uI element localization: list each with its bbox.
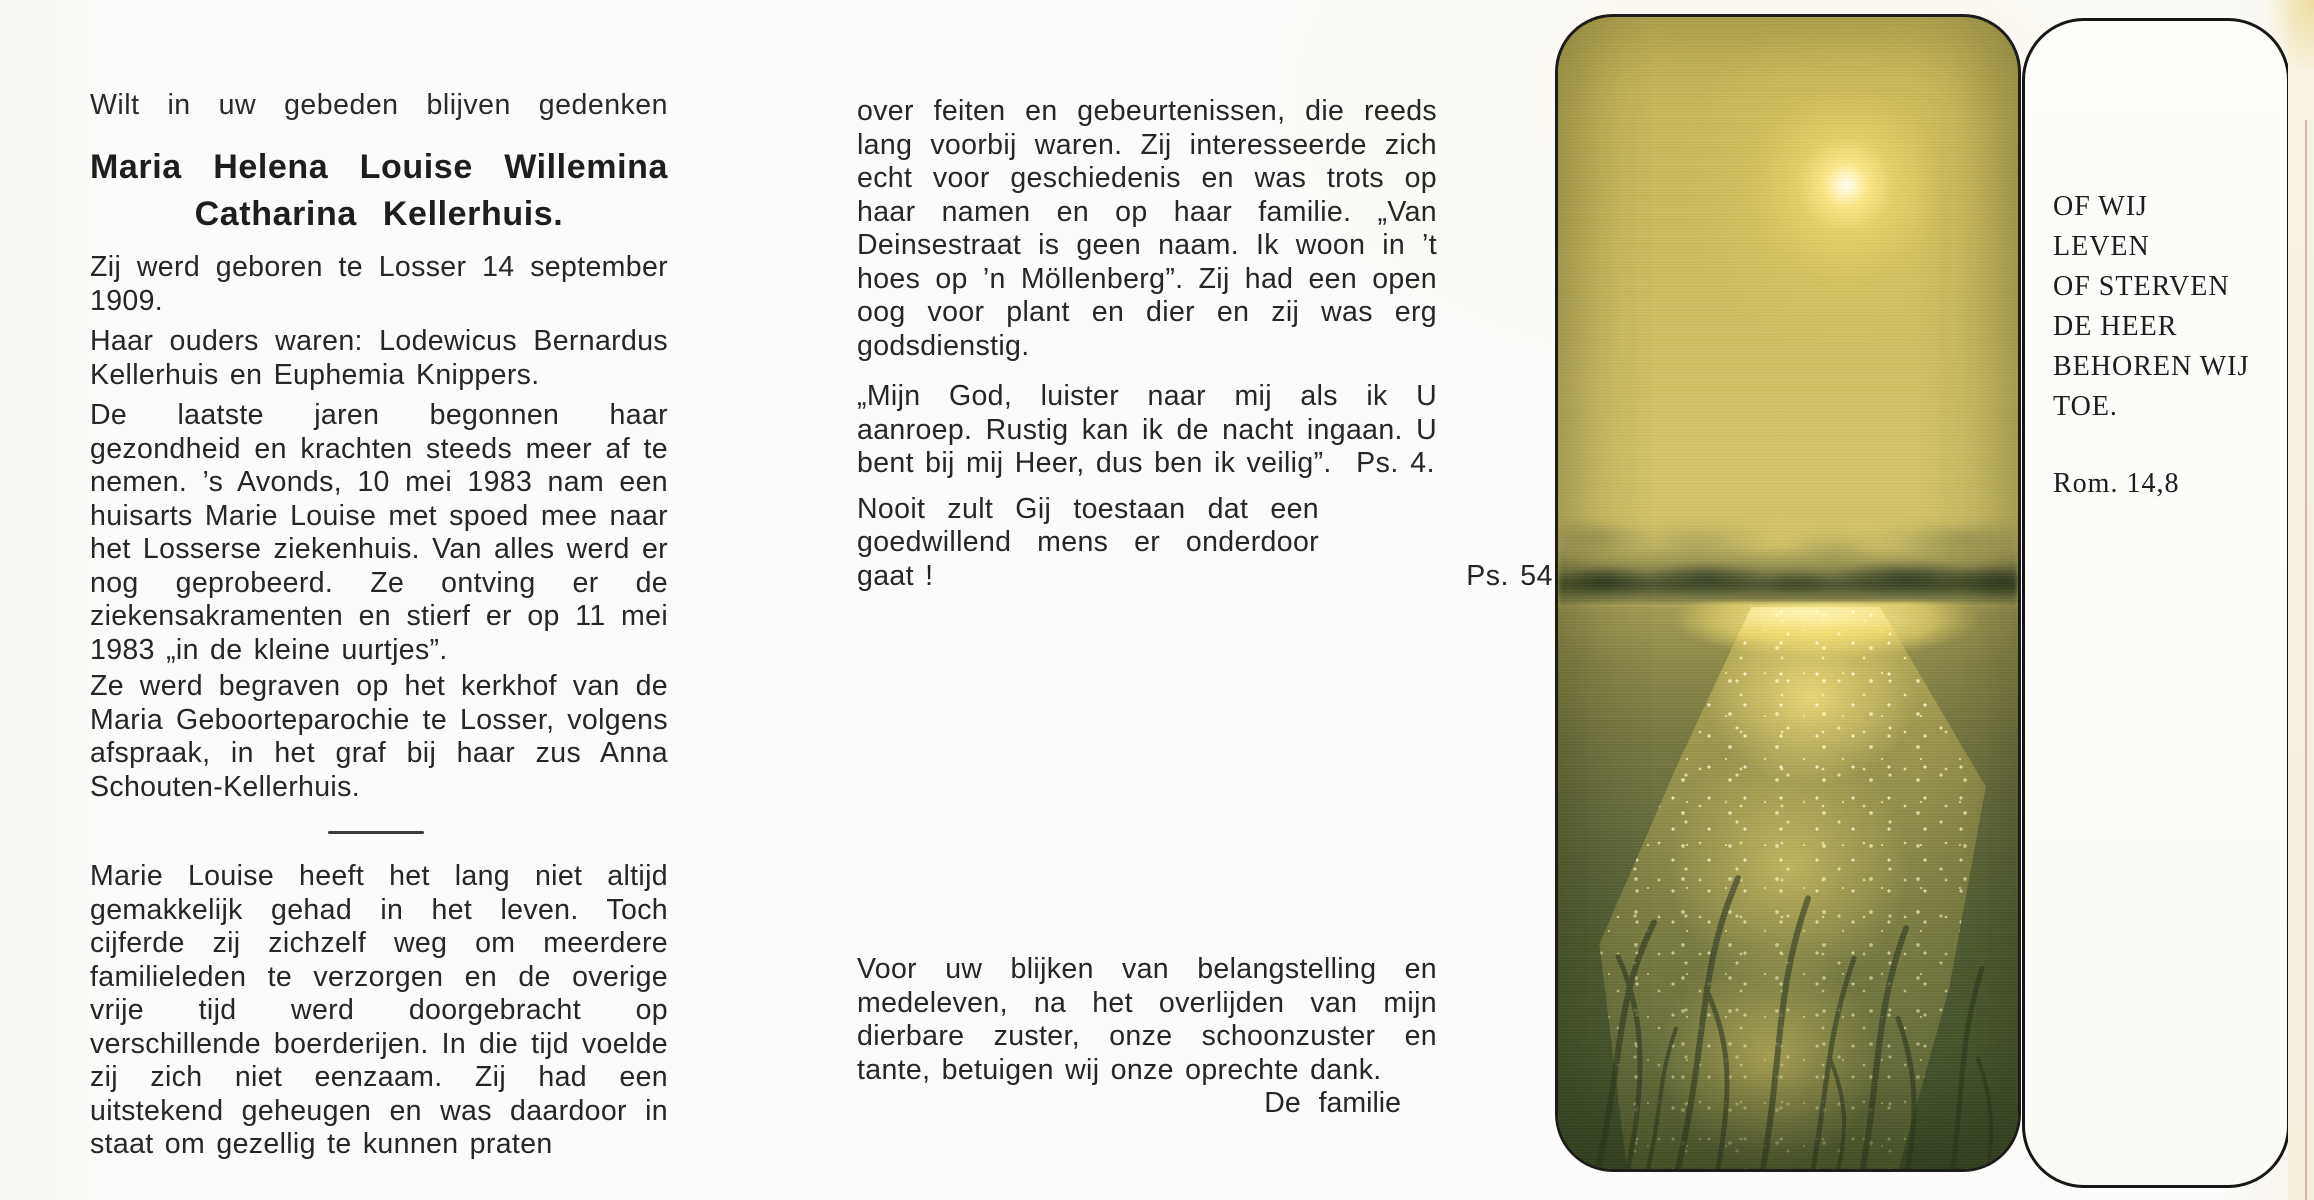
memories-paragraph: over feiten en gebeurtenissen, die reeds lang voorbij waren. Zij interesseerde zich echt voor geschiedenis en was trots op haar namen en op haar familie. „Van Deinsestraat is geen naam. Ik woon in ’t hoes op ’n Möllenberg”. Zij had een open oog voor plant en dier en zij was erg godsdienstig. [857, 95, 1437, 362]
life-paragraph: Marie Louise heeft het lang niet altijd gemakkelijk gehad in het leven. Toch cijferde zij zichzelf weg om meerdere familieleden te verzorgen en de overige vrije tijd werd doorgebracht op verschillende boerderijen. In die tijd voelde zij zich niet eenzaam. Zij had een uitstekend geheugen en was daardoor in staat om gezellig te kunnen praten [90, 860, 668, 1160]
psalm4-reference: Ps. 4. [1356, 447, 1435, 479]
deceased-name-line1: Maria Helena Louise Willemina [90, 148, 668, 186]
verse-line: BEHOREN WIJ [2053, 351, 2250, 382]
deceased-name-line2: Catharina Kellerhuis. [194, 195, 564, 233]
intro-line: Wilt in uw gebeden blijven gedenken [90, 89, 668, 121]
psalm54-reference: Ps. 54 [1466, 559, 1553, 592]
left-text-column [90, 88, 668, 1162]
photo-vignette [1558, 17, 2018, 1169]
decline-paragraph: De laatste jaren begonnen haar gezondheid en krachten steeds meer af te nemen. ’s Avonds, 10 mei 1983 nam een huisarts Marie Louise met spoed mee naar het Losserse ziekenhuis. Van alles werd er nog geprobeerd. Ze ontving er de ziekensakramenten en stierf er op 11 mei 1983 „in de kleine uurtjes”. [90, 399, 668, 666]
paper-edge-strip [2288, 0, 2314, 1200]
psalm54-text: Nooit zult Gij toestaan dat een goedwillend mens er onderdoor gaat ! [857, 492, 1319, 592]
corner-smudge [2268, 0, 2314, 70]
verse-line: DE HEER [2053, 311, 2178, 342]
verse-panel [2022, 18, 2290, 1188]
verse-line: OF STERVEN [2053, 271, 2230, 302]
sunset-photo [1555, 14, 2021, 1172]
verse-line: LEVEN [2053, 231, 2150, 262]
burial-paragraph: Ze werd begraven op het kerkhof van de Maria Geboorteparochie te Losser, volgens afspraak, in het graf bij haar zus Anna Schouten-Kellerhuis. [90, 670, 668, 803]
verse-reference: Rom. 14,8 [2053, 468, 2180, 499]
thanks-paragraph: Voor uw blijken van belangstelling en medeleven, na het overlijden van mijn dierbare zuster, onze schoonzuster en tante, betuigen wij onze oprechte dank. [857, 953, 1437, 1086]
verse-text [2025, 21, 2287, 427]
paper-edge-line [2305, 120, 2307, 1200]
psalm4-text: „Mijn God, luister naar mij als ik U aanroep. Rustig kan ik de nacht ingaan. U bent bij mij Heer, dus ben ik veilig”. [857, 380, 1437, 479]
middle-text-column [857, 88, 1553, 1121]
psalm4-paragraph [857, 380, 1437, 481]
section-divider [328, 831, 424, 834]
verse-line: OF WIJ [2053, 191, 2148, 222]
psalm54-paragraph [857, 492, 1553, 594]
birth-paragraph: Zij werd geboren te Losser 14 september 1909. [90, 251, 668, 317]
family-signature: De familie [1264, 1087, 1401, 1119]
verse-line: TOE. [2053, 391, 2118, 422]
parents-paragraph: Haar ouders waren: Lodewicus Bernardus Kellerhuis en Euphemia Knippers. [90, 325, 668, 391]
